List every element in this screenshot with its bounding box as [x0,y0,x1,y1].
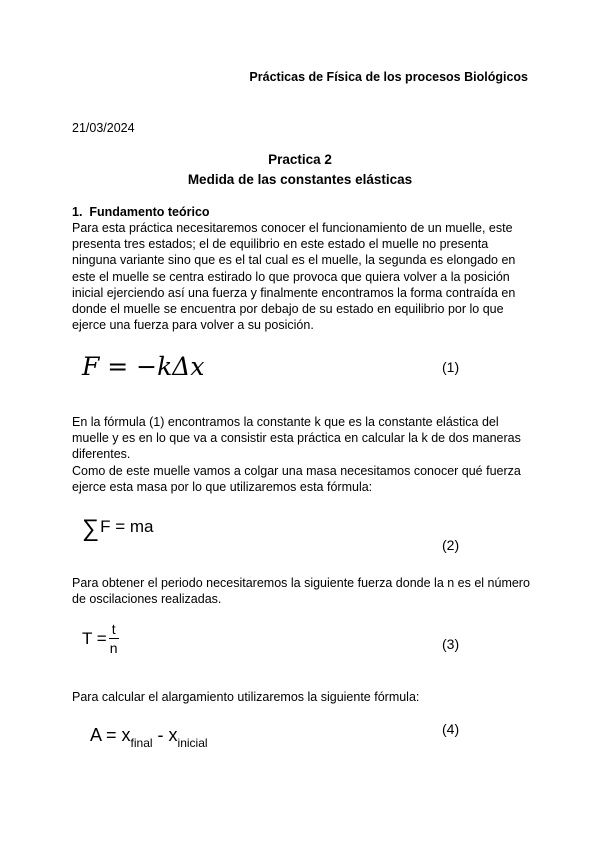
formula-elongation-mid: - x [152,725,178,745]
equation-number-3: (3) [442,636,460,652]
sigma-symbol: ∑ [82,515,100,542]
subscript-final: final [130,736,153,750]
section-number: 1. [72,205,83,219]
fraction-denominator: n [109,640,118,656]
document-header: Prácticas de Física de los procesos Biológicos [249,70,528,84]
subscript-initial: inicial [177,736,208,750]
formula-period-lhs: T = [82,629,107,648]
fraction-numerator: t [109,622,119,639]
formula-elongation [90,725,208,750]
formula-newton-text: F = ma [100,517,154,536]
formula-hooke-law: F = −kΔx [82,352,205,381]
equation-number-4: (4) [442,721,460,737]
practice-title: Practica 2 [268,152,332,167]
paragraph-constant-k: En la fórmula (1) encontramos la constante k que es la constante elástica del muelle y es en lo que va a consistir esta práctica en calcular la k de dos maneras diferentes. [72,415,521,462]
document-date: 21/03/2024 [72,121,135,135]
fraction [109,622,119,656]
section-heading [72,205,210,219]
paragraph-period: Para obtener el periodo necesitaremos la siguiente fuerza donde la n es el número de oscilaciones realizadas. [72,576,530,607]
equation-number-2: (2) [442,537,460,553]
practice-subtitle: Medida de las constantes elásticas [187,172,413,187]
paragraph-elongation: Para calcular el alargamiento utilizaremos la siguiente fórmula: [72,690,420,704]
formula-period [82,622,119,656]
formula-newton-second-law [82,515,153,543]
equation-number-1: (1) [442,359,460,375]
section-title: Fundamento teórico [89,205,210,219]
paragraph-mass-force: Como de este muelle vamos a colgar una masa necesitamos conocer qué fuerza ejerce esta masa por lo que utilizaremos esta fórmula: [72,463,521,494]
formula-elongation-lhs: A = x [90,725,131,745]
paragraph-intro: Para esta práctica necesitaremos conocer el funcionamiento de un muelle, este presenta tres estados; el de equilibrio en este estado el muelle no presenta ninguna variante sino que es el tal cual es el muelle, la segunda es elongado en este el muelle se centra estirado lo que provoca que quiera volver a la posición inicial ejerciendo así una fuerza y finalmente encontramos la forma contraída en donde el muelle se encuentra por debajo de su estado en equilibrio por lo que ejerce una fuerza para volver a su posición. [72,221,516,333]
paragraph-explanation [72,414,532,495]
